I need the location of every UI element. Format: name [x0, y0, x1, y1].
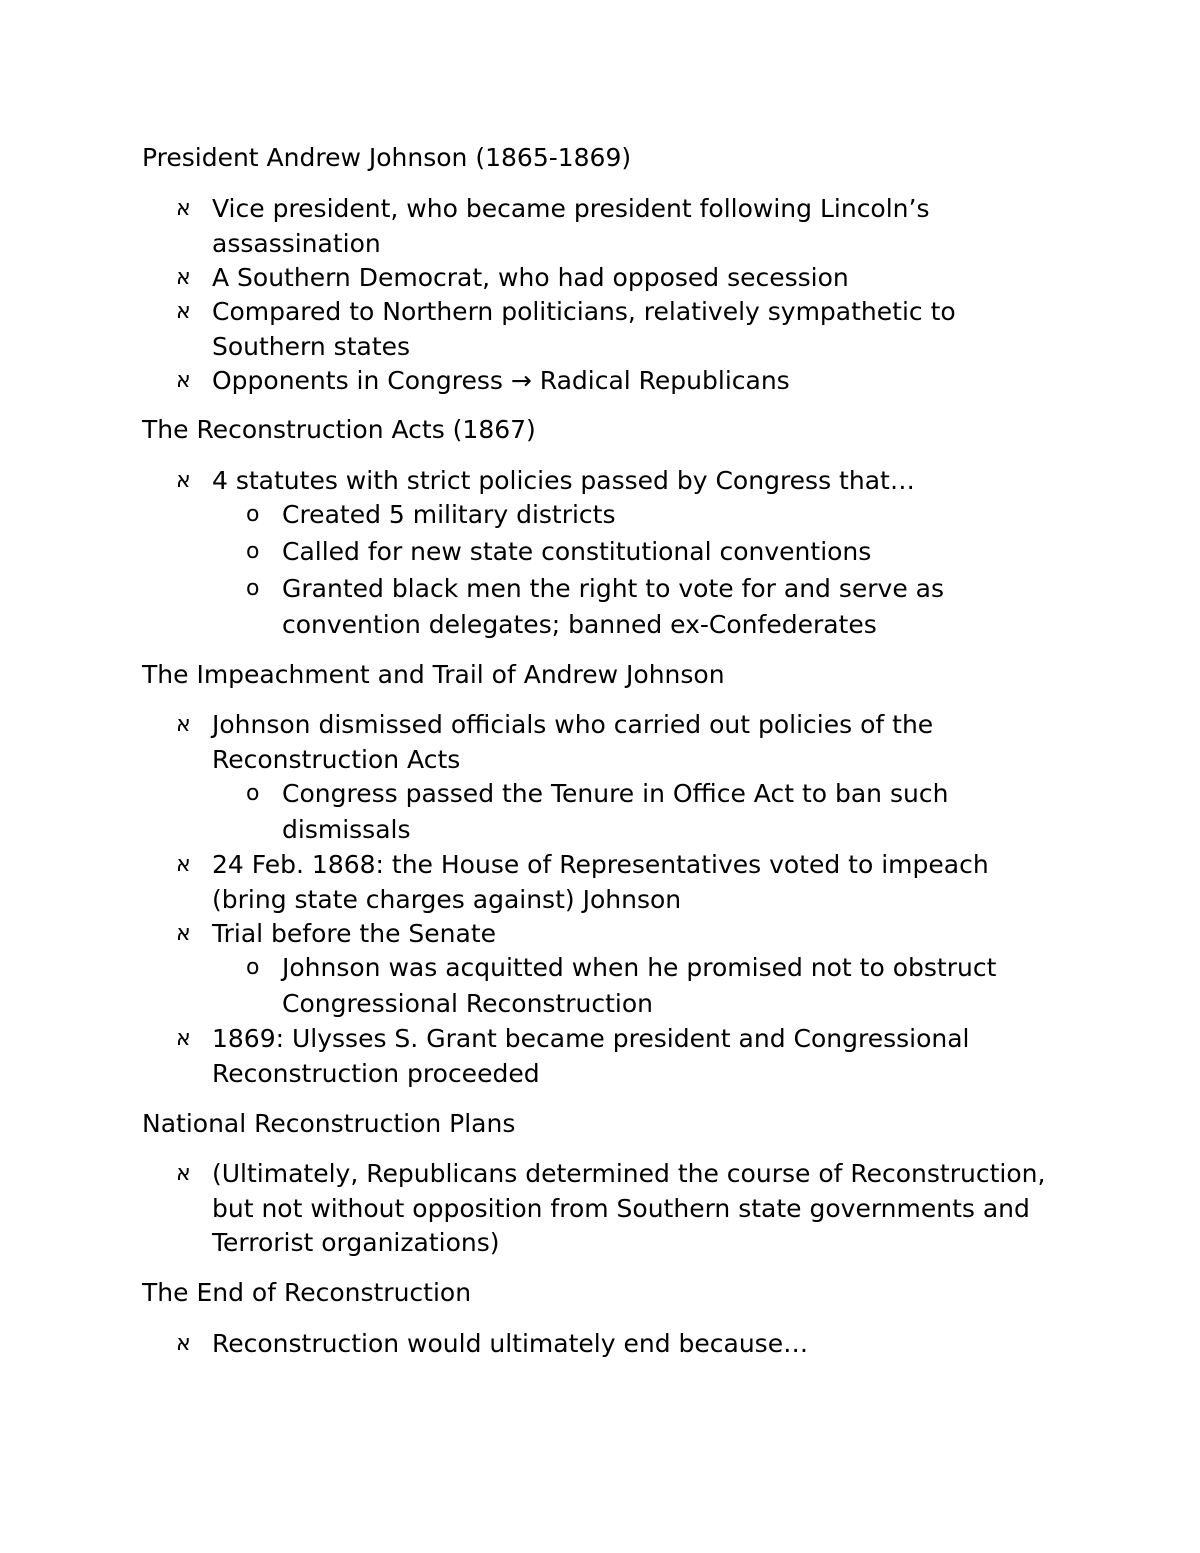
list-item-text: Johnson dismissed officials who carried out policies of the Reconstruction Acts [212, 710, 934, 774]
sub-bullet-icon: o [246, 502, 260, 527]
sub-bullet-icon: o [246, 781, 260, 806]
bullet-icon: א [176, 852, 191, 877]
sub-list-item-text: Congress passed the Tenure in Office Act to ban such dismissals [282, 779, 949, 844]
bullet-icon: א [176, 265, 191, 290]
list-item-text: Opponents in Congress → Radical Republicans [212, 366, 790, 395]
sub-list-item-text: Created 5 military districts [282, 500, 616, 529]
bullet-icon: א [176, 468, 191, 493]
sub-bullet-icon: o [246, 539, 260, 564]
list-item [176, 464, 1056, 499]
section-heading-reconstruction-acts: The Reconstruction Acts (1867) [142, 415, 536, 444]
bullet-icon: א [176, 712, 191, 737]
list-item [176, 1022, 1056, 1091]
sub-list-item-text: Called for new state constitutional conventions [282, 537, 872, 566]
section-heading-end-of-reconstruction: The End of Reconstruction [142, 1278, 472, 1307]
sub-list-item [246, 776, 1046, 848]
bullet-icon: א [176, 921, 191, 946]
list-item [176, 708, 1056, 777]
sub-list-item-text: Granted black men the right to vote for and serve as convention delegates; banned ex-Confederates [282, 574, 945, 639]
list-item-text: 4 statutes with strict policies passed by Congress that… [212, 466, 915, 495]
section-heading-impeachment: The Impeachment and Trail of Andrew Johnson [142, 660, 725, 689]
list-item [176, 1327, 1056, 1362]
list-item [176, 364, 1056, 399]
list-item [176, 261, 1056, 296]
list-item-text: Vice president, who became president following Lincoln’s assassination [212, 194, 930, 258]
list-item [176, 848, 1056, 917]
bullet-icon: א [176, 1161, 191, 1186]
section-heading-national-plans: National Reconstruction Plans [142, 1109, 516, 1138]
list-item [176, 192, 1056, 261]
list-item [176, 295, 1056, 364]
list-item [176, 1157, 1056, 1261]
list-item-text: Compared to Northern politicians, relatively sympathetic to Southern states [212, 297, 956, 361]
sub-list-item [246, 950, 1046, 1022]
list-item-text: 24 Feb. 1868: the House of Representatives voted to impeach (bring state charges against) Johnson [212, 850, 989, 914]
list-item [176, 917, 1056, 952]
bullet-icon: א [176, 368, 191, 393]
list-item-text: Reconstruction would ultimately end because… [212, 1329, 809, 1358]
sub-bullet-icon: o [246, 955, 260, 980]
sub-list-item [246, 534, 1046, 570]
sub-list-item [246, 497, 1046, 533]
section-heading-johnson: President Andrew Johnson (1865-1869) [142, 143, 632, 172]
list-item-text: Trial before the Senate [212, 919, 497, 948]
list-item-text: 1869: Ulysses S. Grant became president and Congressional Reconstruction proceeded [212, 1024, 970, 1088]
list-item-text: A Southern Democrat, who had opposed secession [212, 263, 849, 292]
sub-bullet-icon: o [246, 576, 260, 601]
list-item-text: (Ultimately, Republicans determined the course of Reconstruction, but not without opposition from Southern state governments and Terrorist organizations) [212, 1159, 1046, 1257]
bullet-icon: א [176, 1026, 191, 1051]
bullet-icon: א [176, 299, 191, 324]
sub-list-item-text: Johnson was acquitted when he promised not to obstruct Congressional Reconstruction [282, 953, 997, 1018]
sub-list-item [246, 571, 1046, 643]
bullet-icon: א [176, 1331, 191, 1356]
bullet-icon: א [176, 196, 191, 221]
